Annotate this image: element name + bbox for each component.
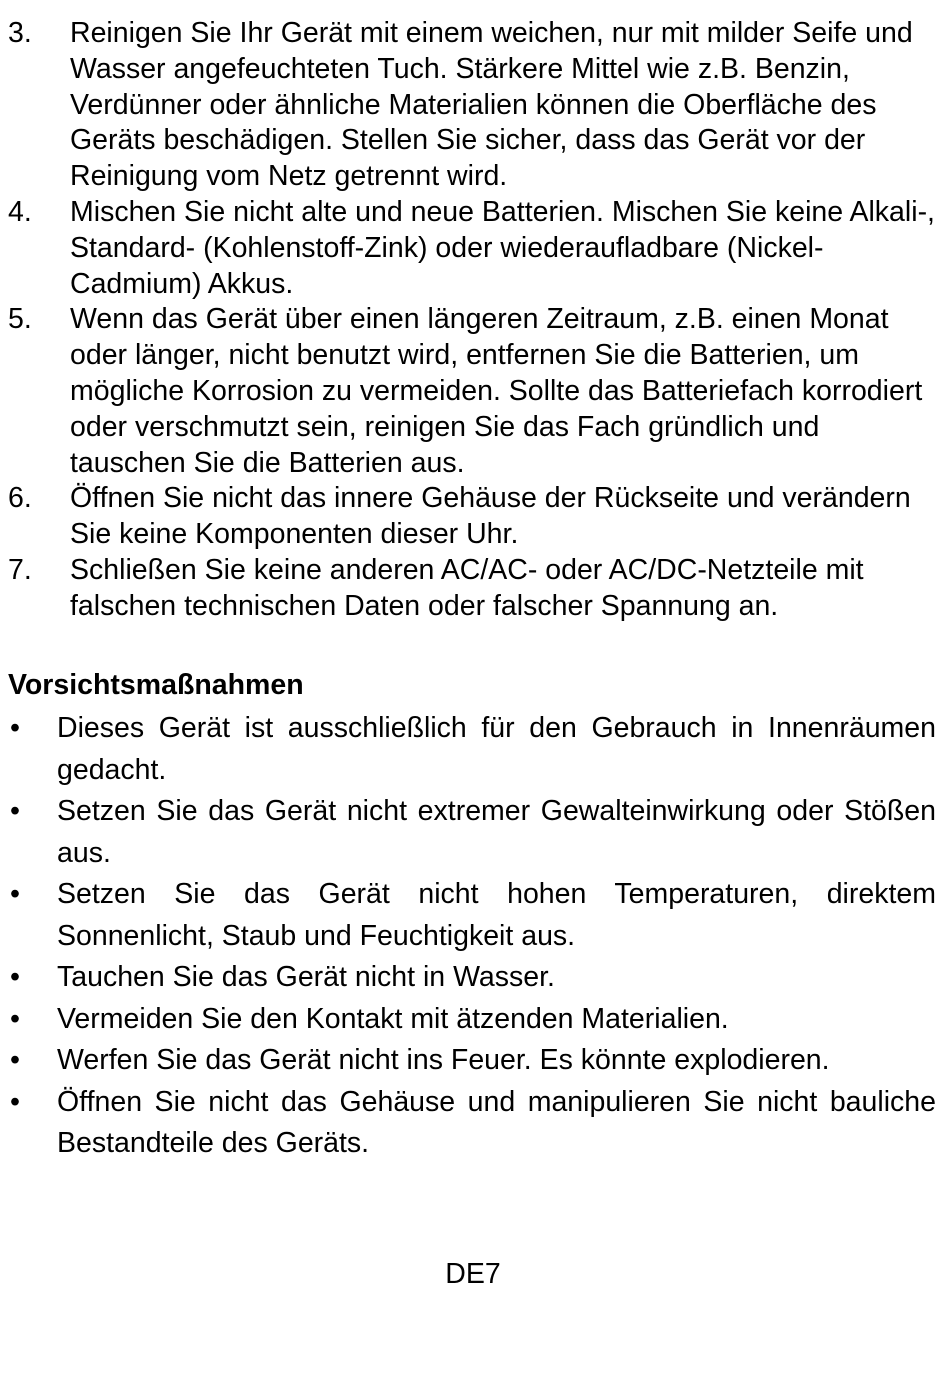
item-text: Wenn das Gerät über einen längeren Zeitraum, z.B. einen Monat oder länger, nicht benutzt wird, entfernen Sie die Batterien, um mögliche Korrosion zu vermeiden. Sollte das Batteriefach korrodiert oder verschmutzt sein, reinigen Sie das Fach gründlich und tauschen Sie die Batterien aus. bbox=[70, 303, 923, 479]
numbered-item-5 bbox=[8, 302, 940, 481]
precaution-text: Öffnen Sie nicht das Gehäuse und manipulieren Sie nicht bauliche Bestandteile des Geräts. bbox=[57, 1085, 936, 1159]
precaution-item bbox=[8, 708, 936, 791]
item-text: Öffnen Sie nicht das innere Gehäuse der Rückseite und verändern Sie keine Komponenten dieser Uhr. bbox=[70, 482, 911, 551]
precaution-item bbox=[8, 791, 936, 874]
precaution-item bbox=[8, 999, 936, 1041]
numbered-instructions-list bbox=[8, 16, 940, 625]
bullet-icon: • bbox=[10, 1002, 20, 1035]
precaution-text: Setzen Sie das Gerät nicht hohen Temperaturen, direktem Sonnenlicht, Staub und Feuchtigkeit aus. bbox=[57, 878, 936, 952]
bullet-icon: • bbox=[10, 795, 20, 827]
precaution-item bbox=[8, 1082, 936, 1165]
item-number: 7. bbox=[8, 553, 32, 586]
item-number: 6. bbox=[8, 482, 32, 515]
precaution-text: Dieses Gerät ist ausschließlich für den Gebrauch in Innenräumen gedacht. bbox=[57, 712, 936, 786]
numbered-item-4 bbox=[8, 195, 940, 302]
precaution-text: Tauchen Sie das Gerät nicht in Wasser. bbox=[57, 961, 555, 993]
item-number: 4. bbox=[8, 195, 32, 228]
numbered-item-6 bbox=[8, 481, 940, 553]
numbered-item-3 bbox=[8, 16, 940, 195]
item-number: 3. bbox=[8, 17, 32, 49]
precautions-heading: Vorsichtsmaßnahmen bbox=[8, 669, 304, 701]
precaution-item bbox=[8, 957, 936, 999]
numbered-item-7 bbox=[8, 553, 940, 625]
item-number: 5. bbox=[8, 303, 32, 336]
bullet-icon: • bbox=[10, 878, 20, 910]
precaution-item bbox=[8, 1040, 936, 1082]
item-text: Reinigen Sie Ihr Gerät mit einem weichen, nur mit milder Seife und Wasser angefeuchteten Tuch. Stärkere Mittel wie z.B. Benzin, Verdünner oder ähnliche Materialien können die Oberfläche des Geräts beschädigen. Stellen Sie sicher, dass das Gerät vor der Reinigung vom Netz getrennt wird. bbox=[70, 17, 913, 193]
bullet-icon: • bbox=[10, 1085, 20, 1118]
bullet-icon: • bbox=[10, 961, 20, 993]
page-number: DE7 bbox=[445, 1258, 501, 1290]
precautions-list bbox=[8, 708, 936, 1165]
item-text: Schließen Sie keine anderen AC/AC- oder AC/DC-Netzteile mit falschen technischen Daten oder falscher Spannung an. bbox=[70, 553, 864, 622]
precaution-text: Werfen Sie das Gerät nicht ins Feuer. Es könnte explodieren. bbox=[57, 1044, 830, 1076]
precaution-text: Setzen Sie das Gerät nicht extremer Gewalteinwirkung oder Stößen aus. bbox=[57, 795, 936, 869]
bullet-icon: • bbox=[10, 1044, 20, 1076]
precaution-text: Vermeiden Sie den Kontakt mit ätzenden Materialien. bbox=[57, 1002, 729, 1035]
item-text: Mischen Sie nicht alte und neue Batterien. Mischen Sie keine Alkali-, Standard- (Kohlenstoff-Zink) oder wiederaufladbare (Nickel-Cadmium) Akkus. bbox=[70, 195, 935, 300]
precaution-item bbox=[8, 874, 936, 957]
bullet-icon: • bbox=[10, 712, 20, 744]
